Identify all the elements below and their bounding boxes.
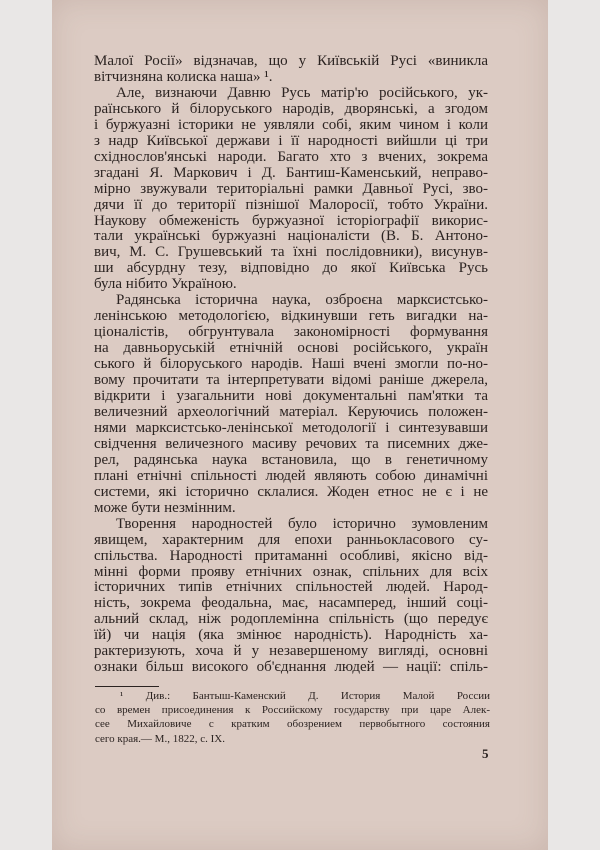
text-line: може бути незмінним. (94, 499, 236, 516)
text-line: ського й білоруського народів. Наші вчені змогли по-но- (94, 356, 488, 373)
text-line: величезний археологічний матеріал. Керуючись положен- (94, 403, 488, 420)
text-line: нями марксистсько-ленінської методології і синтезувавши (94, 419, 488, 436)
text-line: тали українські буржуазні націоналісти (В. Б. Антоно- (94, 228, 488, 245)
text-line: мінні форми прояву етнічних ознак, спільних для всіх (94, 563, 488, 580)
text-line: рактеризують, хоча й у незавершеному вигляді, основні (94, 643, 488, 660)
text-line: ність, зокрема феодальна, має, насамперед, інший соці- (94, 595, 488, 612)
text-line: Малої Росії» відзначав, що у Київській Русі «виникла (94, 53, 488, 69)
text-line: вому прочитати та інтерпретувати відомі раніше джерела, (94, 372, 488, 389)
page-number: 5 (482, 746, 489, 761)
text-line: ши абсурдну тезу, відповідно до якої Київська Русь (94, 260, 488, 277)
text-line: рел, радянська наука встановила, що в генетичному (94, 451, 488, 468)
text-line: раїнського й білоруського народів, дворянські, а згодом (94, 100, 488, 117)
text-line: системи, які історично склалися. Жоден етнос не є і не (94, 483, 488, 500)
text-line: плані етнічні спільності людей являють собою динамічні (94, 467, 488, 484)
footnote-line: ¹ Див.: Бантыш-Каменский Д. История Малой России (120, 690, 490, 702)
text-line: їй) чи нація (яка змінює народність). Народність ха- (94, 627, 488, 644)
text-line: Наукову обмеженість буржуазної історіографії викорис- (94, 212, 488, 229)
text-line: східнослов'янські народи. Багато хто з вчених, зокрема (94, 148, 488, 165)
paragraph (94, 86, 488, 293)
text-line: ленінською методологією, відкинувши геть вигадки на- (94, 308, 488, 325)
text-line: вітчизняна колиска наша» ¹. (94, 68, 273, 85)
text-line: вич, М. С. Грушевський та їхні послідовники), висунув- (94, 244, 488, 261)
footnote-line: сего края.— М., 1822, с. IX. (95, 732, 225, 745)
paragraph (94, 293, 488, 516)
footnote-line: со времен присоединения к Российскому государству при царе Алек- (95, 704, 490, 717)
text-line: Радянська історична наука, озброєна марксистсько- (116, 292, 488, 309)
text-line: явищем, характерним для епохи ранньокласового су- (94, 531, 488, 548)
text-line: альний склад, ніж родоплемінна спільність (що передує (94, 611, 488, 628)
text-line: ознаки більш високого об'єднання людей — нації: спіль- (94, 659, 488, 676)
footnote-separator (95, 686, 159, 687)
text-line: свідчення величезного масиву речових та писемних дже- (94, 435, 488, 452)
text-line: на давньоруській етнічній основі російського, україн (94, 340, 488, 357)
text-line: Творення народностей було історично зумовленим (116, 515, 488, 532)
text-line: мірно звужували територіальні рамки Давньої Русі, зво- (94, 180, 488, 197)
footnote-line: сее Михайловиче с кратким обозрением первобытного состояния (95, 718, 490, 731)
text-line: відкрити і узагальнити нові документальні пам'ятки та (94, 388, 488, 405)
text-line: згадані Я. Маркович і Д. Бантиш-Каменський, неправо- (94, 164, 488, 181)
paragraph (94, 54, 488, 86)
main-text (94, 54, 488, 676)
text-line: Але, визнаючи Давню Русь матір'ю російського, ук- (116, 84, 488, 101)
text-line: і буржуазні історики не уявляли собі, яким чином і коли (94, 116, 488, 133)
text-line: ціоналістів, обгрунтувала закономірності формування (94, 324, 488, 341)
text-line: спільства. Народності притаманні особливі, якісно від- (94, 547, 488, 564)
text-line: історичних типів етнічних спільностей людей. Народ- (94, 579, 488, 596)
paragraph (94, 517, 488, 677)
text-line: з надр Київської держави і її народності вийшли ці три (94, 132, 488, 149)
text-line: була нібито Україною. (94, 276, 237, 293)
text-line: дячи її до території пізнішої Малоросії, тобто України. (94, 196, 488, 213)
footnote (95, 689, 490, 746)
